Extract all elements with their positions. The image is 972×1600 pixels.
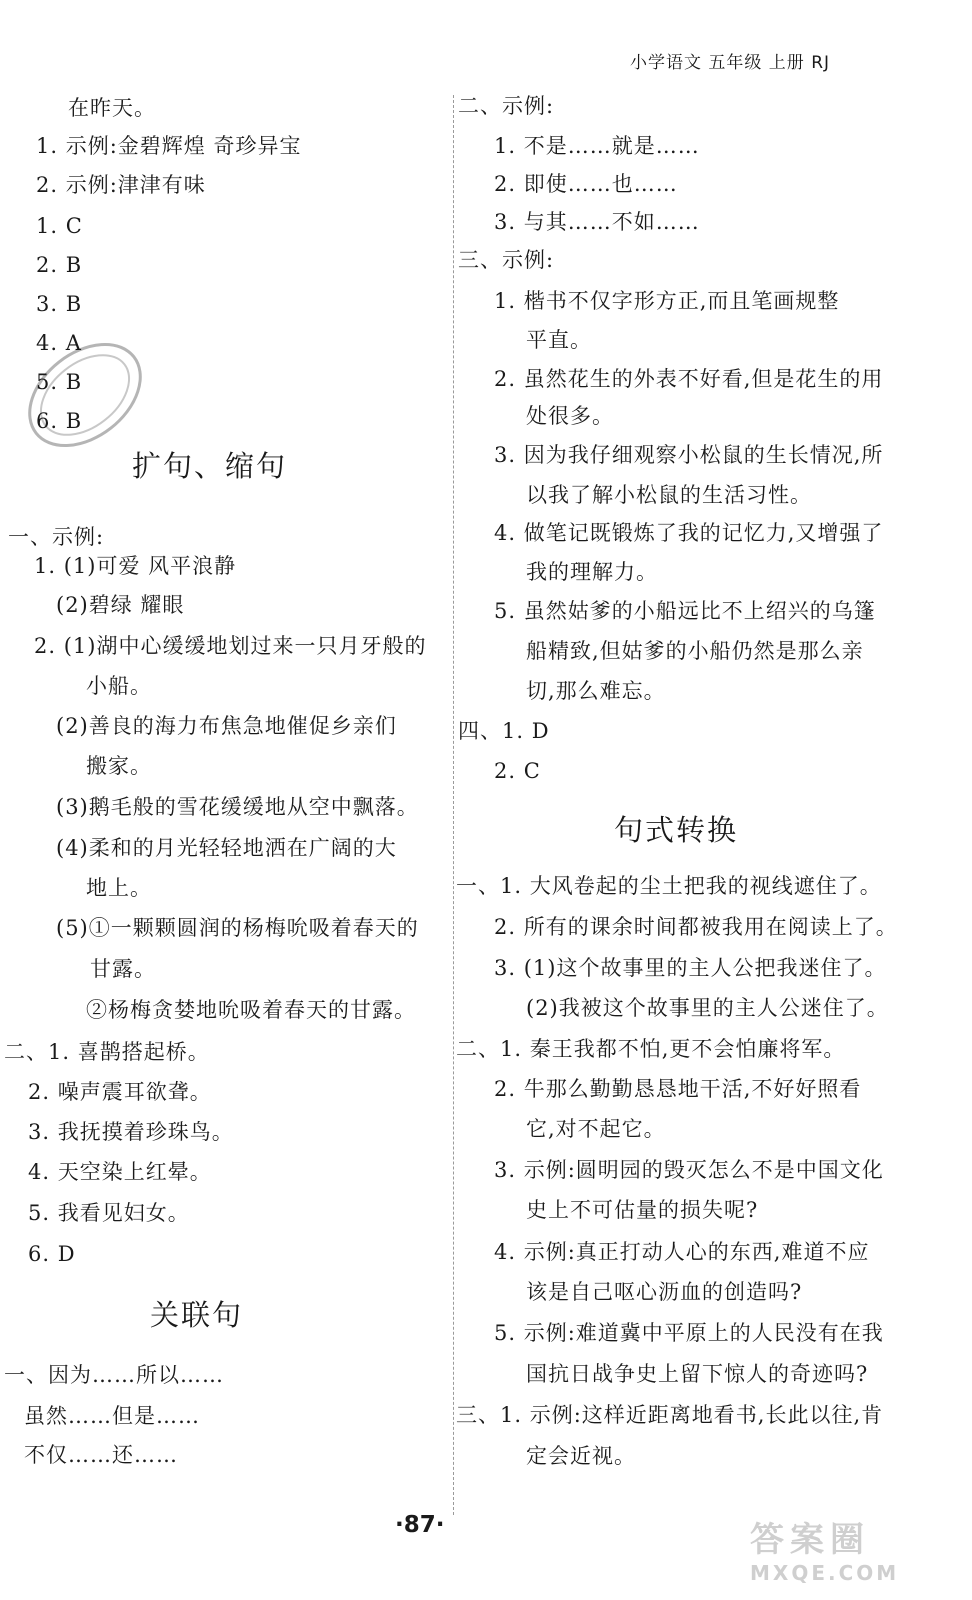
- list-item: 6. D: [28, 1242, 76, 1266]
- list-item: 甘露。: [90, 957, 156, 981]
- list-item: 5. 示例:难道冀中平原上的人民没有在我: [494, 1321, 884, 1345]
- list-item: 1. 楷书不仅字形方正,而且笔画规整: [494, 289, 840, 313]
- list-item: 2. 噪声震耳欲聋。: [28, 1080, 212, 1104]
- header-title: 小学语文 五年级 上册 RJ: [630, 53, 831, 73]
- column-divider: [453, 95, 454, 1515]
- list-item: 3. 我抚摸着珍珠鸟。: [28, 1120, 234, 1144]
- list-item: 2. B: [36, 253, 83, 277]
- list-item: 虽然……但是……: [24, 1404, 200, 1428]
- section-title-sentence-transform: 句式转换: [614, 813, 739, 847]
- list-item: 1. 示例:金碧辉煌 奇珍异宝: [36, 134, 302, 158]
- list-item: 3. (1)这个故事里的主人公把我迷住了。: [494, 956, 887, 980]
- list-item: 处很多。: [526, 404, 614, 428]
- list-item: 2. (1)湖中心缓缓地划过来一只月牙般的: [34, 634, 427, 658]
- section-title-expand-shorten: 扩句、缩句: [132, 449, 288, 483]
- list-item: ②杨梅贪婪地吮吸着春天的甘露。: [86, 998, 416, 1022]
- list-item: 三、1. 示例:这样近距离地看书,长此以往,肯: [456, 1403, 884, 1427]
- list-item: 地上。: [86, 876, 152, 900]
- list-item: 它,对不起它。: [526, 1117, 666, 1141]
- watermark-text: 答案圈: [750, 1520, 870, 1560]
- list-item: 3. 示例:圆明园的毁灭怎么不是中国文化: [494, 1158, 884, 1182]
- list-item: 一、示例:: [8, 525, 105, 549]
- list-item: 2. 虽然花生的外表不好看,但是花生的用: [494, 367, 884, 391]
- list-item: 搬家。: [86, 754, 152, 778]
- list-item: (3)鹅毛般的雪花缓缓地从空中飘落。: [56, 795, 419, 819]
- list-item: 船精致,但姑爹的小船仍然是那么亲: [526, 639, 864, 663]
- list-item: 史上不可估量的损失呢?: [526, 1198, 759, 1222]
- list-item: (2)我被这个故事里的主人公迷住了。: [526, 996, 889, 1020]
- list-item: 小船。: [86, 674, 152, 698]
- list-item: 2. 即使……也……: [494, 172, 678, 196]
- list-item: 2. 牛那么勤勤恳恳地干活,不好好照看: [494, 1077, 862, 1101]
- list-item: 2. C: [494, 759, 541, 783]
- list-item: 平直。: [526, 328, 592, 352]
- list-item: 定会近视。: [526, 1444, 636, 1468]
- list-item: 一、1. 大风卷起的尘土把我的视线遮住了。: [456, 874, 882, 898]
- list-item: 4. A: [36, 331, 82, 355]
- list-item: (5)①一颗颗圆润的杨梅吮吸着春天的: [56, 916, 419, 940]
- list-item: 以我了解小松鼠的生活习性。: [526, 483, 812, 507]
- list-item: 一、因为……所以……: [4, 1363, 224, 1387]
- page-number: ·87·: [395, 1512, 445, 1538]
- list-item: 6. B: [36, 409, 83, 433]
- list-item: 该是自己呕心沥血的创造吗?: [526, 1280, 803, 1304]
- list-item: 二、1. 喜鹊搭起桥。: [4, 1040, 210, 1064]
- list-item: 切,那么难忘。: [526, 679, 666, 703]
- list-item: 二、示例:: [458, 94, 555, 118]
- list-item: (2)善良的海力布焦急地催促乡亲们: [56, 714, 397, 738]
- list-item: (2)碧绿 耀眼: [56, 593, 185, 617]
- list-item: 三、示例:: [458, 248, 555, 272]
- list-item: 1. (1)可爱 风平浪静: [34, 554, 237, 578]
- list-item: 1. 不是……就是……: [494, 134, 700, 158]
- list-item: 1. C: [36, 214, 83, 238]
- list-item: (4)柔和的月光轻轻地洒在广阔的大: [56, 836, 397, 860]
- list-item: 3. 因为我仔细观察小松鼠的生长情况,所: [494, 443, 884, 467]
- list-item: 5. B: [36, 370, 83, 394]
- list-item: 4. 示例:真正打动人心的东西,难道不应: [494, 1240, 870, 1264]
- list-item: 国抗日战争史上留下惊人的奇迹吗?: [526, 1362, 869, 1386]
- list-item: 2. 示例:津津有味: [36, 173, 206, 197]
- list-item: 5. 虽然姑爹的小船远比不上绍兴的乌篷: [494, 599, 876, 623]
- list-item: 四、1. D: [458, 719, 550, 743]
- list-item: 二、1. 秦王我都不怕,更不会怕廉将军。: [456, 1037, 846, 1061]
- list-item: 2. 所有的课余时间都被我用在阅读上了。: [494, 915, 898, 939]
- list-item: 我的理解力。: [526, 560, 658, 584]
- list-item: 不仅……还……: [24, 1443, 178, 1467]
- watermark-url: MXQE.COM: [750, 1561, 900, 1585]
- watermark-logo: [750, 1520, 950, 1592]
- list-item: 3. B: [36, 292, 83, 316]
- list-item: 在昨天。: [68, 96, 156, 120]
- section-title-conjunctions: 关联句: [150, 1298, 244, 1332]
- list-item: 5. 我看见妇女。: [28, 1201, 190, 1225]
- list-item: 4. 做笔记既锻炼了我的记忆力,又增强了: [494, 521, 884, 545]
- list-item: 4. 天空染上红晕。: [28, 1160, 212, 1184]
- list-item: 3. 与其……不如……: [494, 210, 700, 234]
